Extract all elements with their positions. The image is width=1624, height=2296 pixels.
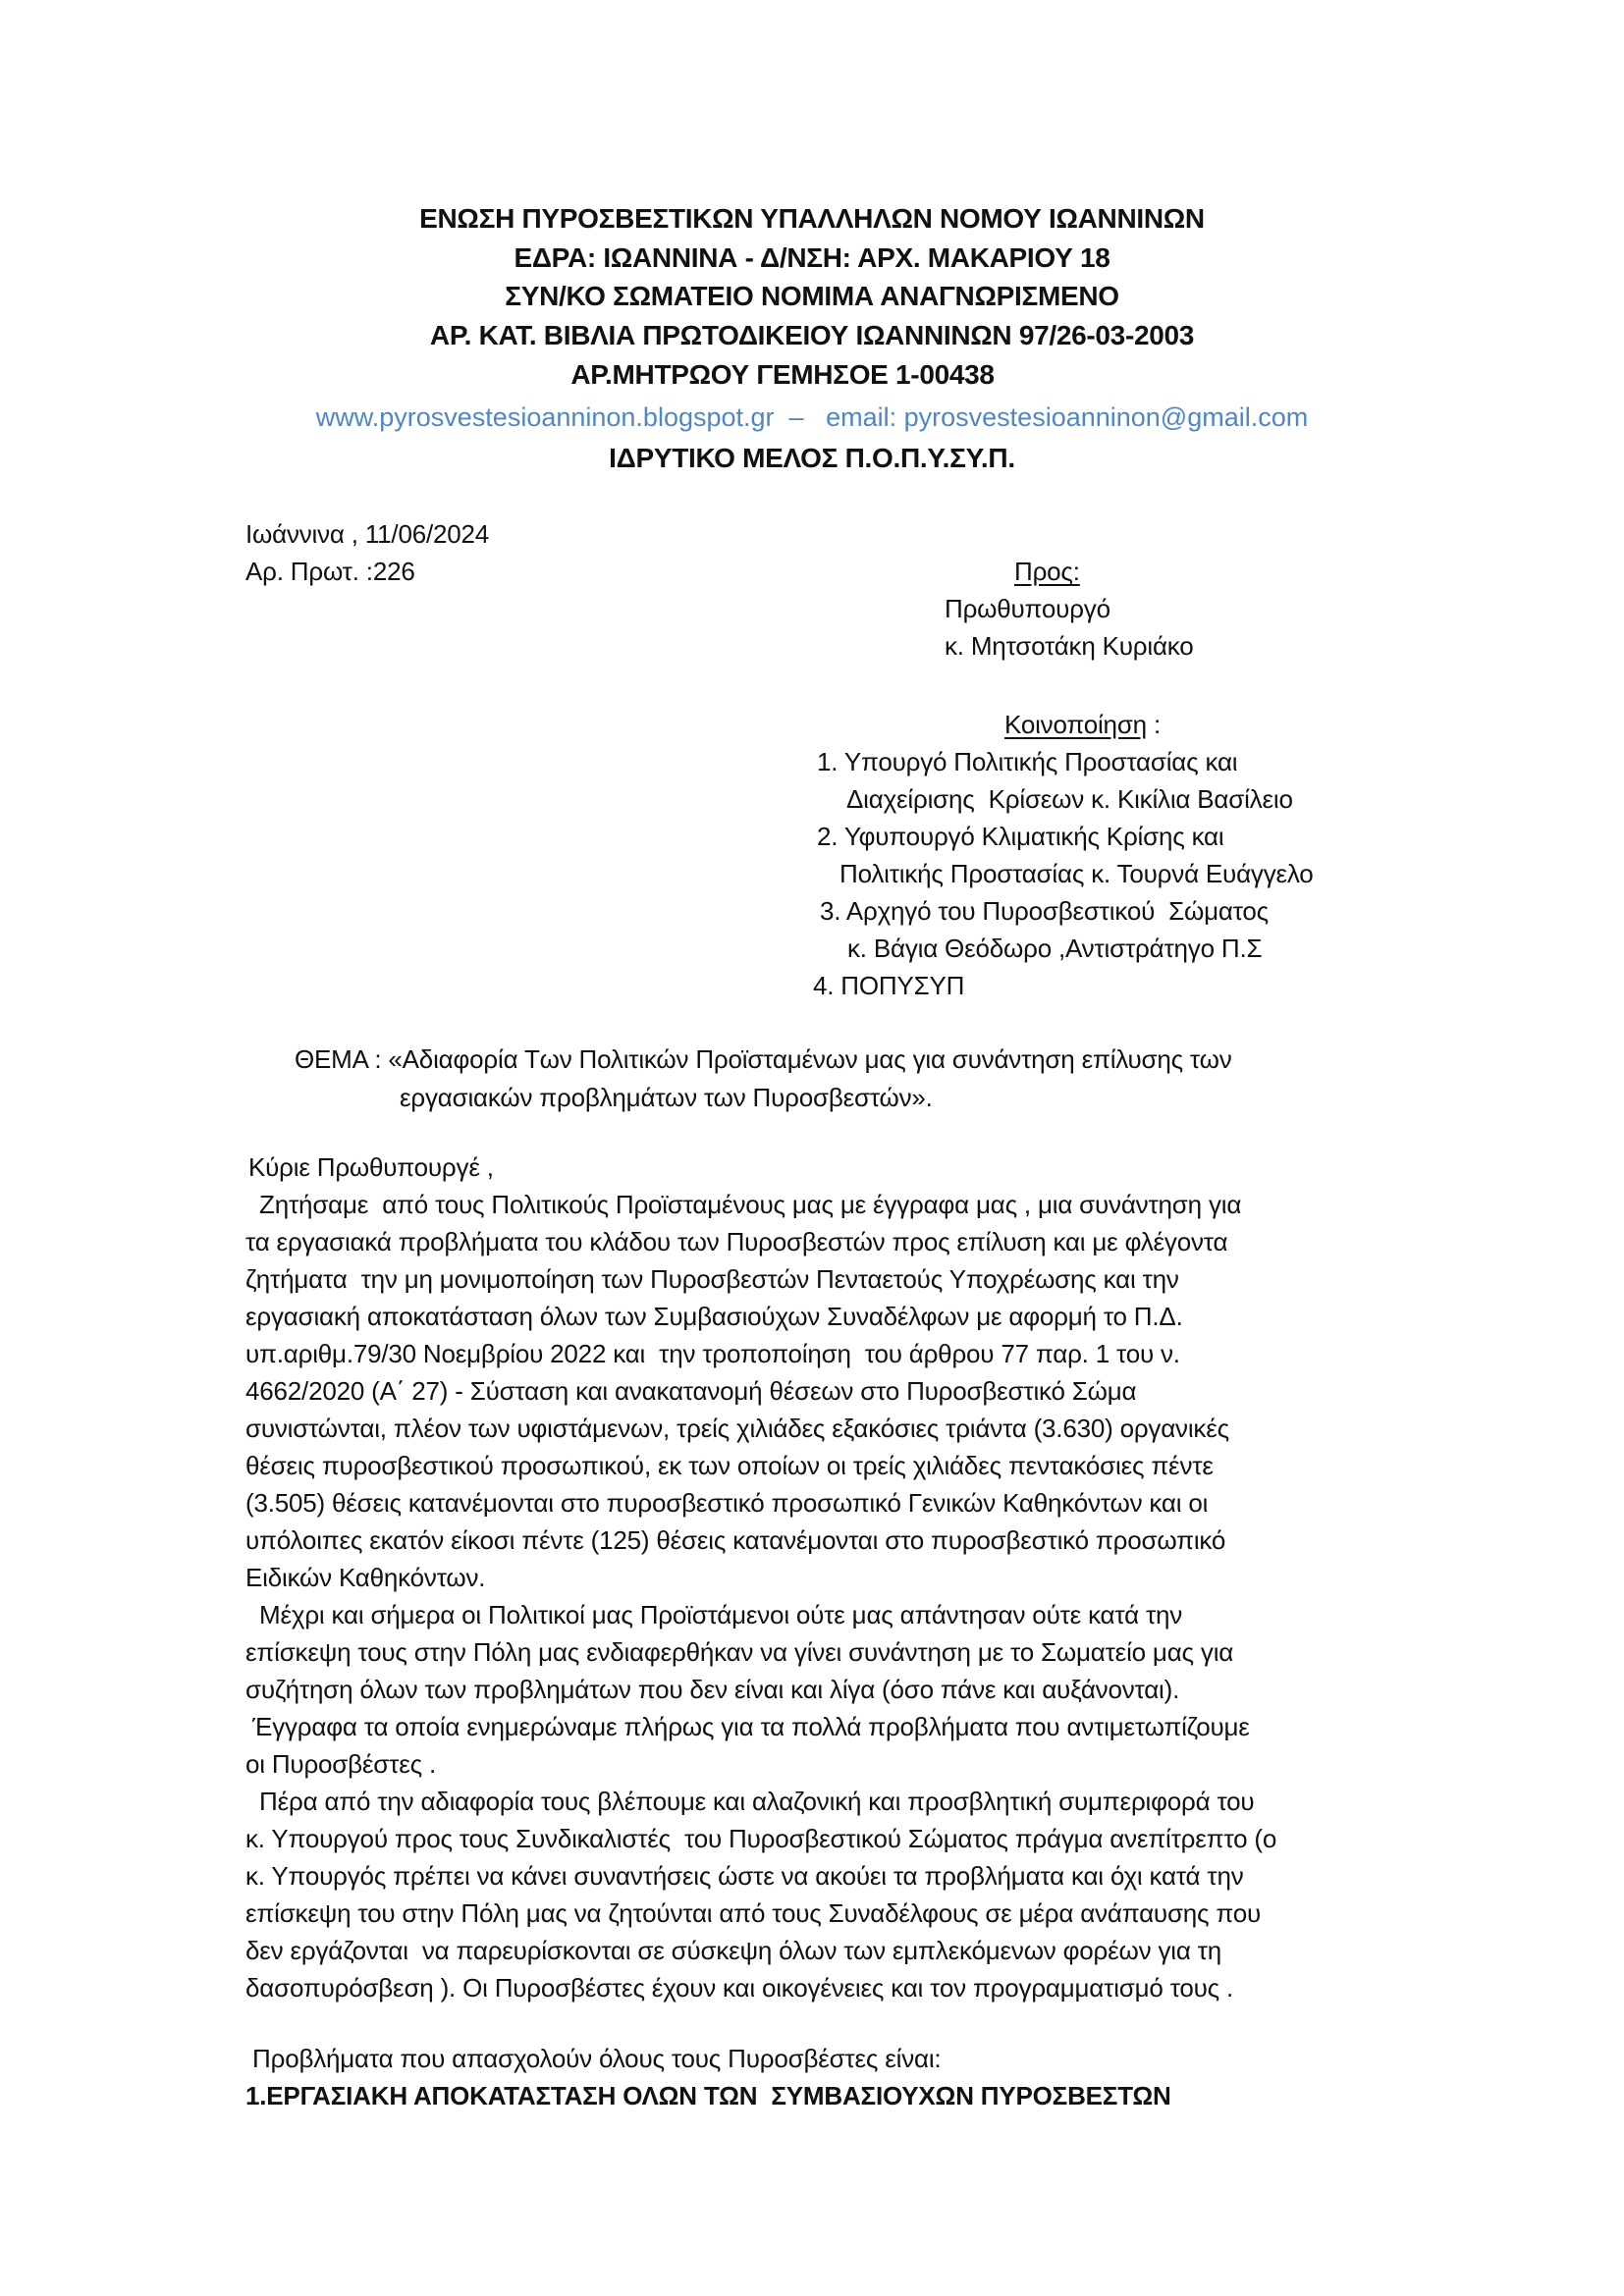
cc-item-1-cont: Διαχείρισης Κρίσεων κ. Κικίλια Βασίλειο [846,784,1293,814]
body-line: εργασιακή αποκατάσταση όλων των Συμβασιούχων Συναδέλφων με αφορμή το Π.Δ. [245,1302,1183,1331]
body-line: Μέχρι και σήμερα οι Πολιτικοί μας Προϊστάμενοι ούτε μας απάντησαν ούτε κατά την [245,1600,1183,1629]
cc-heading: Κοινοποίηση : [1004,710,1161,739]
body-line: επίσκεψη του στην Πόλη μας να ζητούνται από τους Συναδέλφους σε μέρα ανάπαυσης που [245,1898,1262,1928]
email-link[interactable]: email: pyrosvestesioanninon@gmail.com [826,402,1309,432]
body-line: οι Πυροσβέστες . [245,1749,436,1779]
body-line: ζητήματα την μη μονιμοποίηση των Πυροσβεστών Πενταετούς Υποχρέωσης και την [245,1264,1179,1294]
separator: – [788,402,804,432]
contact-line [0,398,1624,437]
body-line: θέσεις πυροσβεστικού προσωπικού, εκ των οποίων οι τρείς χιλιάδες πεντακόσιες πέντε [245,1451,1214,1480]
body-line: 4662/2020 (Α΄ 27) - Σύσταση και ανακατανομή θέσεων στο Πυροσβεστικό Σώμα [245,1376,1137,1406]
website-link[interactable]: www.pyrosvestesioanninon.blogspot.gr [315,402,775,432]
subject-line-2: εργασιακών προβλημάτων των Πυροσβεστών». [400,1083,933,1112]
union-address: ΕΔΡΑ: ΙΩΑΝΝΙΝΑ - Δ/ΝΣΗ: ΑΡΧ. ΜΑΚΑΡΙΟΥ 18 [514,242,1110,273]
problems-intro: Προβλήματα που απασχολούν όλους τους Πυροσβέστες είναι: [245,2044,942,2073]
court-registration: ΑΡ. ΚΑΤ. ΒΙΒΛΙΑ ΠΡΩΤΟΔΙΚΕΙΟΥ ΙΩΑΝΝΙΝΩΝ 97/26-03-2003 [429,320,1195,350]
cc-label: Κοινοποίηση [1004,710,1147,739]
gemisoe-registration: ΑΡ.ΜΗΤΡΩΟΥ ΓΕΜΗΣΟΕ 1-00438 [570,359,995,390]
recipient-title: Πρωθυπουργό [945,594,1110,623]
cc-item-2: 2. Υφυπουργό Κλιματικής Κρίσης και [817,822,1224,851]
union-status: ΣΥΝ/ΚΟ ΣΩΜΑΤΕΙΟ ΝΟΜΙΜΑ ΑΝΑΓΝΩΡΙΣΜΕΝΟ [505,281,1119,311]
body-line: υπόλοιπες εκατόν είκοσι πέντε (125) θέσεις κατανέμονται στο πυροσβεστικό προσωπικό [245,1525,1226,1555]
cc-item-2-cont: Πολιτικής Προστασίας κ. Τουρνά Ευάγγελο [839,859,1314,888]
protocol-number: Αρ. Πρωτ. :226 [245,557,415,586]
body-line: συζήτηση όλων των προβλημάτων που δεν είναι και λίγα (όσο πάνε και αυξάνονται). [245,1675,1180,1704]
body-line: δεν εργάζονται να παρευρίσκονται σε σύσκεψη όλων των εμπλεκόμενων φορέων για τη [245,1936,1222,1965]
salutation: Κύριε Πρωθυπουργέ , [248,1152,494,1182]
body-line: συνιστώνται, πλέον των υφιστάμενων, τρείς χιλιάδες εξακόσιες τριάντα (3.630) οργανικές [245,1414,1229,1443]
body-line: υπ.αριθμ.79/30 Νοεμβρίου 2022 και την τροποποίηση του άρθρου 77 παρ. 1 του ν. [245,1339,1180,1368]
place-date: Ιωάννινα , 11/06/2024 [245,519,490,549]
recipient-name: κ. Μητσοτάκη Κυριάκο [945,631,1194,661]
problem-heading-1: 1.ΕΡΓΑΣΙΑΚΗ ΑΠΟΚΑΤΑΣΤΑΣΗ ΟΛΩΝ ΤΩΝ ΣΥΜΒΑΣΙΟΥΧΩΝ ΠΥΡΟΣΒΕΣΤΩΝ [245,2081,1171,2110]
cc-item-4: 4. ΠΟΠΥΣΥΠ [813,971,965,1000]
body-line: δασοπυρόσβεση ). Οι Πυροσβέστες έχουν και οικογένειες και τον προγραμματισμό τους . [245,1973,1234,2002]
cc-item-3-cont: κ. Βάγια Θεόδωρο ,Αντιστράτηγο Π.Σ [847,934,1263,963]
founding-member: ΙΔΡΥΤΙΚΟ ΜΕΛΟΣ Π.Ο.Π.Υ.ΣΥ.Π. [609,443,1015,473]
subject-line-1: ΘΕΜΑ : «Αδιαφορία Των Πολιτικών Προϊσταμένων μας για συνάντηση επίλυσης των [295,1044,1232,1074]
recipient-label: Προς: [1014,557,1080,586]
body-line: (3.505) θέσεις κατανέμονται στο πυροσβεστικό προσωπικό Γενικών Καθηκόντων και οι [245,1488,1209,1518]
body-line: τα εργασιακά προβλήματα του κλάδου των Πυροσβεστών προς επίλυση και με φλέγοντα [245,1227,1228,1256]
body-line: κ. Υπουργού προς τους Συνδικαλιστές του Πυροσβεστικού Σώματος πράγμα ανεπίτρεπτο (ο [245,1824,1277,1853]
body-line: Έγγραφα τα οποία ενημερώναμε πλήρως για τα πολλά προβλήματα που αντιμετωπίζουμε [245,1712,1250,1741]
cc-item-3: 3. Αρχηγό του Πυροσβεστικού Σώματος [820,896,1270,926]
body-line: κ. Υπουργός πρέπει να κάνει συναντήσεις ώστε να ακούει τα προβλήματα και όχι κατά την [245,1861,1244,1891]
body-line: Ειδικών Καθηκόντων. [245,1563,486,1592]
body-line: Πέρα από την αδιαφορία τους βλέπουμε και αλαζονική και προσβλητική συμπεριφορά του [245,1787,1255,1816]
body-line: Ζητήσαμε από τους Πολιτικούς Προϊσταμένους μας με έγγραφα μας , μια συνάντηση για [245,1190,1242,1219]
body-line: επίσκεψη τους στην Πόλη μας ενδιαφερθήκαν να γίνει συνάντηση με το Σωματείο μας για [245,1637,1234,1667]
cc-item-1: 1. Υπουργό Πολιτικής Προστασίας και [817,747,1238,776]
union-name: ΕΝΩΣΗ ΠΥΡΟΣΒΕΣΤΙΚΩΝ ΥΠΑΛΛΗΛΩΝ ΝΟΜΟΥ ΙΩΑΝΝΙΝΩΝ [419,203,1205,234]
